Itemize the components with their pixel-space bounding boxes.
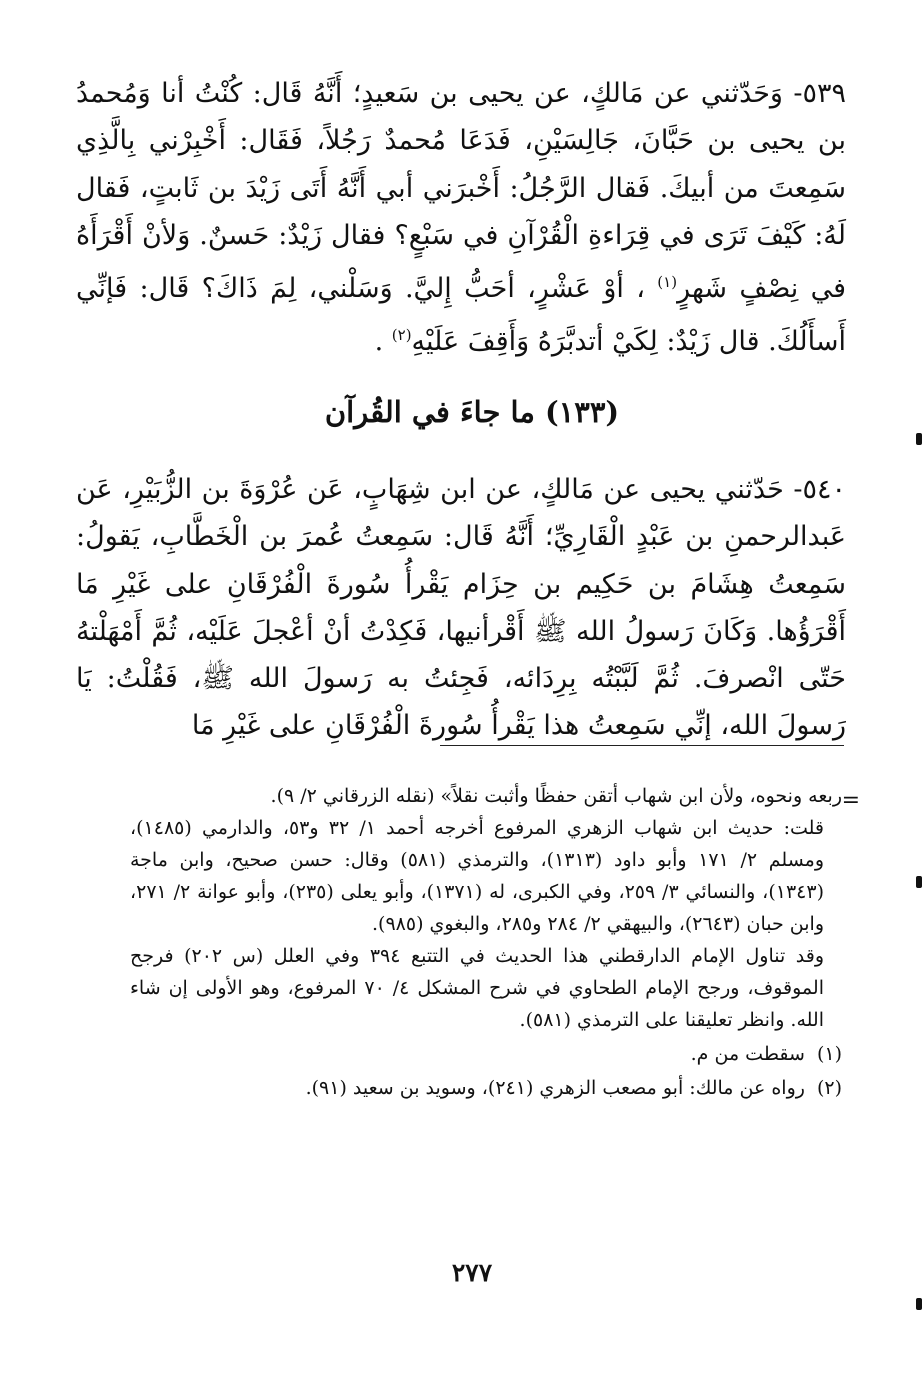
page-number: ٢٧٧ <box>451 1258 493 1287</box>
chapter-heading: (١٣٣) ما جاءَ في القُرآن <box>324 395 620 429</box>
footnote-2-number: (٢) <box>816 1077 842 1099</box>
footnote-1 <box>130 1038 842 1070</box>
hadith-540-paragraph <box>76 466 846 750</box>
continuation-mark: = <box>841 788 860 813</box>
hadith-539-text: ٥٣٩- وَحَدّثني عن مَالكٍ، عن يحيى بن سَعيدٍ؛ أَنَّهُ قَال: كُنْتُ أنا وَمُحمدُ بن يحيى بن حَبَّانَ، جَالِسَيْنِ، فَدَعَا مُحمدٌ رَجُلاً، فَقَال: أَخْبِرْني بِالَّذِي سَمِعتَ من أبيكَ. فَقال الرَّجُلُ: أَخْبرَني أبي أَنَّهُ أَتَى زَيْدَ بن ثَابتٍ، فَقال لَهُ: كَيْفَ تَرَى في قِرَاءةِ الْقُرْآنِ في سَبْعٍ؟ فقال زَيْدٌ: حَسنٌ. وَلأنْ أَقْرَأَهُ في نِصْفٍ شَهرٍ <box>76 78 847 305</box>
footnote-ref-1: (١) <box>657 273 678 292</box>
hadith-539-text-end: . <box>374 326 392 358</box>
hadith-539-text-continued: ، أوْ عَشْرٍ، أحَبُّ إِليَّ. وَسَلْني، لِمَ ذَاكَ؟ قَال: فَإنِّي أَسأَلُكَ. قال زَيْدٌ: لِكَيْ أتدبَّرَهُ وَأَقِفَ عَلَيْهِ <box>76 273 846 358</box>
scan-edge-mark <box>916 876 922 888</box>
footnote-commentary: قلت: حديث ابن شهاب الزهري المرفوع أخرجه أحمد ١/ ٣٢ و٥٣، والدارمي (١٤٨٥)، ومسلم ٢/ ١٧١ وأبو داود (١٣١٣)، والترمذي (٥٨١) وقال: حسن صحيح، وابن ماجة (١٣٤٣)، والنسائي ٣/ ٢٥٩، وفي الكبرى، له (١٣٧١)، وأبو يعلى (٢٣٥)، وأبو عوانة ٢/ ٢٧١، وابن حبان (٢٦٤٣)، والبيهقي ٢/ ٢٨٤ و٢٨٥، والبغوي (٩٨٥). <box>130 817 824 935</box>
scan-edge-mark <box>916 1298 922 1310</box>
footnote-divider <box>440 745 844 746</box>
footnote-ref-2: (٢) <box>391 326 412 345</box>
hadith-539-paragraph <box>76 70 846 366</box>
scan-edge-mark <box>916 433 922 445</box>
footnote-2 <box>130 1072 842 1104</box>
footnote-2-text: رواه عن مالك: أبو مصعب الزهري (٢٤١)، وسويد بن سعيد (٩١). <box>305 1077 805 1099</box>
hadith-540-text: ٥٤٠- حَدّثني يحيى عن مَالكٍ، عن ابن شِهَابٍ، عَن عُرْوَةَ بن الزُّبَيْرِ، عَن عَبدالرحمنِ بن عَبْدٍ الْقَارِيِّ؛ أَنَّهُ قَال: سَمِعتُ عُمرَ بن الْخَطَّابِ، يَقولُ: سَمِعتُ هِشَامَ بن حَكِيم بن حِزَام يَقْرأُ سُورةَ الْفُرْقَانِ على غَيْرِ مَا أَقْرَؤُها. وَكَانَ رَسولُ الله ﷺ أَقْرأنيها، فَكِدْتُ أنْ أعْجلَ عَلَيْه، ثُمَّ أَمْهَلْتهُ حَتّى انْصرفَ. ثُمَّ لَبَّبْتُه بِرِدَائه، فَجِئتُ به رَسولَ الله ﷺ، فَقُلْتُ: يَا رَسولَ الله، إنِّي سَمِعتُ هذا يَقْرأُ سُورةَ الْفُرْقَانِ على غَيْرِ مَا <box>76 474 846 742</box>
footnote-commentary-2: وقد تناول الإمام الدارقطني هذا الحديث في التتبع ٣٩٤ وفي العلل (س ٢٠٢) فرجح الموقوف، ورجح الإمام الطحاوي في شرح المشكل ٤/ ٧٠ المرفوع، وهو الأولى إن شاء الله. وانظر تعليقنا على الترمذي (٥٨١). <box>130 945 824 1031</box>
footnote-1-number: (١) <box>816 1043 842 1065</box>
footnotes-section <box>130 780 842 1104</box>
footnote-1-text: سقطت من م. <box>690 1043 805 1065</box>
footnote-continuation: ربعه ونحوه، ولأن ابن شهاب أتقن حفظًا وأثبت نقلاً» (نقله الزرقاني ٢/ ٩). <box>270 785 842 807</box>
